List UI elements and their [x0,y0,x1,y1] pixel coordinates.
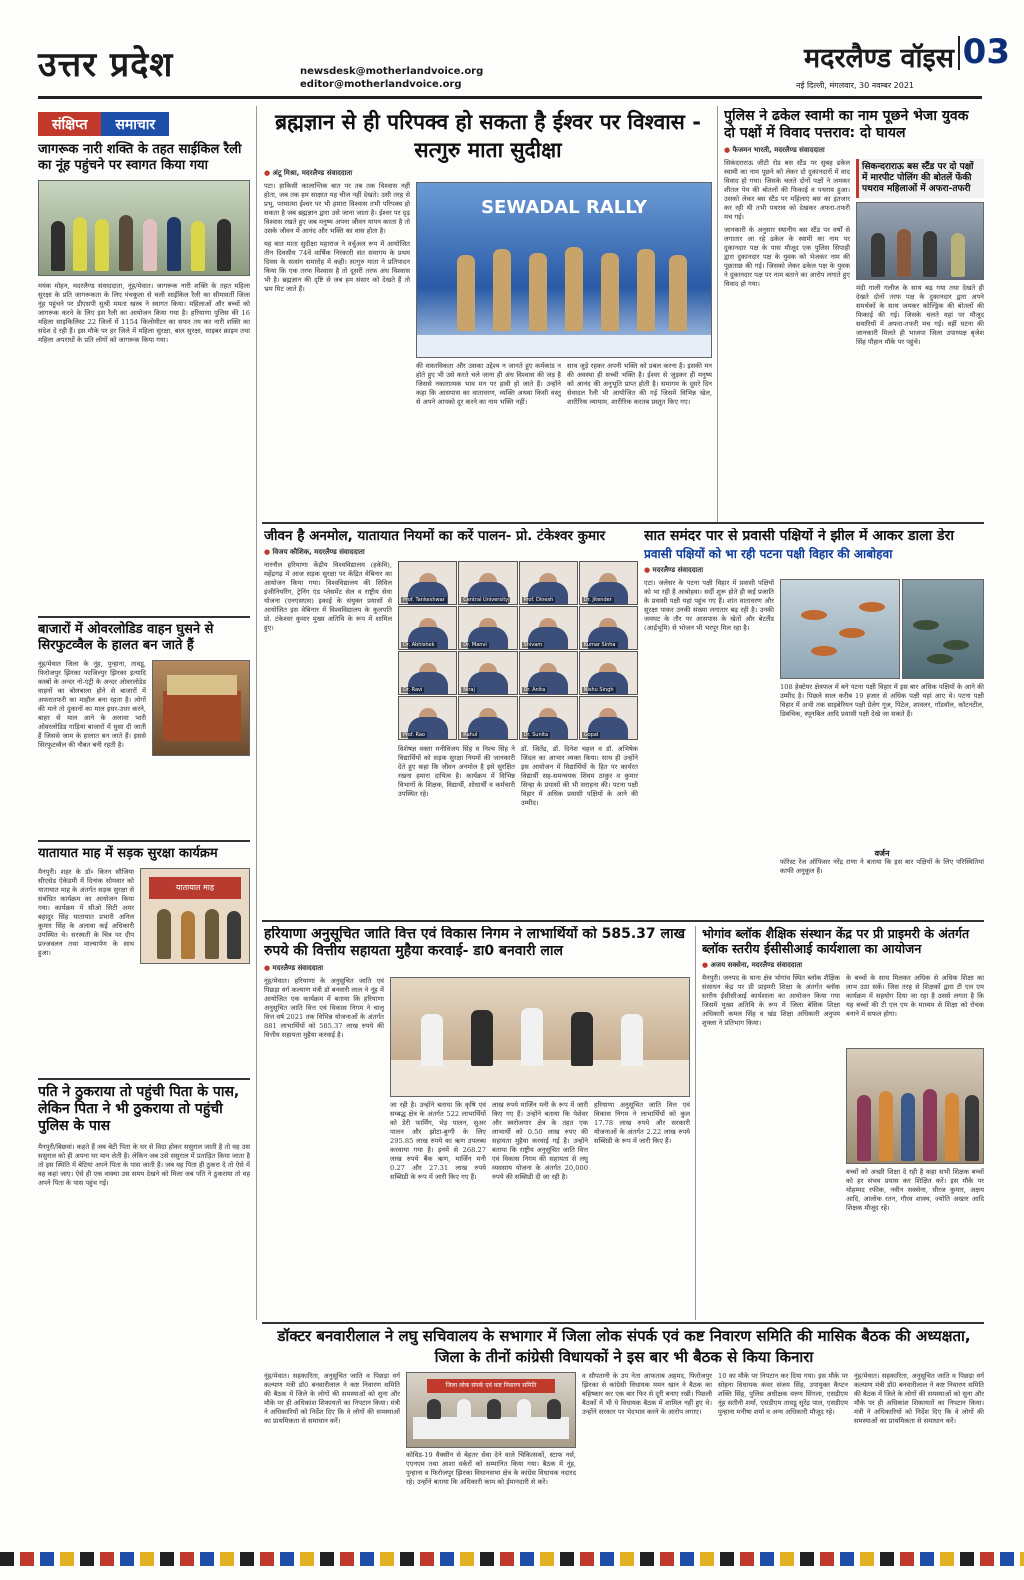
lead-body-3: की वास्तविकता और उसका उद्देश्य न जानते हुए कर्मकांड न होते हुए भी उसे करते चले जाना ही अंध विश्वास की जड़ है जिससे नकारात्मक भाव मन पर हावी हो जाते हैं। उन्होंने कहा कि आसपास का वातावरण, व्यक्ति अथवा किसी वस्तु से अपने आपको दूर करने का नाम भक्ति नहीं। [416,361,561,406]
sewadal-rally-photo [416,182,712,358]
webinar-participant-tile [398,651,457,695]
banwari-block [264,1326,984,1548]
committee-meeting-photo [406,1372,576,1448]
lead-body-2-text: यह बात माता सुदीक्षा महाराज ने वर्चुअल रूप में आयोजित तीन दिवसीय 74वें वार्षिक निरंकारी संत समागम के प्रथम दिवस के सत्संग समारोह में कही। सत्गुरु माता ने प्रतिपादन किया कि एक तरफ विश्वास है तो दूसरी तरफ अंध विश्वास भी है। ब्रह्मज्ञान की दृष्टि से जब हम संसार को देखते हैं तो भ्रम मिट जाते हैं। [264,239,410,293]
participant-name: Niraj [463,687,475,694]
police-byline-text: फैजमन भारती, मदरलैण्ड संवाददाता [732,146,825,155]
police-block [724,108,984,522]
police-subhead: सिकन्दराराऊ बस स्टैंड पर दो पक्षों में मारपीट पोलिंग की बोतलें फेंकी पथराव महिलाओं में अफरा-तफरी [856,159,984,198]
traffic-headline: यातायात माह में सड़क सुरक्षा कार्यक्रम [38,846,218,861]
participant-name: Dr. Manvi [463,642,487,649]
bhogaon-byline: ● अजय सक्सेना, मदरलैण्ड संवाददाता [702,960,803,969]
bus-stand-photo [856,202,984,280]
webinar-participant-tile [398,696,457,740]
vehicle-headline: बाजारों में ओवरलोडिड वाहन घुसने से सिरफुटव्वैल के हालत बन जाते हैं [38,622,214,653]
birds-block [644,528,984,918]
haryana-byline-text: मदरलैण्ड संवाददाता [272,964,324,973]
brief-block [38,112,250,612]
participant-name: Prof. Dinesh [523,597,554,604]
section-rule [262,522,984,524]
birds-body-1: एटा। जलेसर के पटना पक्षी विहार में प्रवासी पक्षियों को भा रही है आबोहवा। सर्दी शुरू होते ही कई प्रजाति के प्रवासी पक्षी यहां पहुंच गए हैं। शांत वातावरण और सुरक्षा पाकर उनकी संख्या लगातार बढ़ रही है। उनकी जमघट के तौर पर आसपास के खेतों और बेटलैंड (आर्द्रभूमि) से भोजन भी भरपूर मिल रहा है। [644,578,774,632]
police-byline: ● फैजमन भारती, मदरलैण्ड संवाददाता [724,146,825,155]
banwari-headline: डॉक्टर बनवारीलाल ने लघु सचिवालय के सभागार में जिला लोक संपर्क एवं कष्ट निवारण समिति की मासिक बैठक की अध्यक्षता, जिला के तीनों कांग्रेसी विधायकों ने इस बार भी बैठक से किया किनारा [277,1327,971,1366]
column-rule [256,106,257,1320]
participant-name: Dr. Abhishek [403,642,435,649]
bhogaon-body-3: बच्चों को अच्छी शिक्षा दे रही है कहा सभी शिक्षक बच्चों को हर संभव प्रयास कर शिक्षित करें। इस मौके पर मोहम्मद रफीक, नवीन सक्सेना, धीरज कुमार, अक्षय आदि, आलोक रतन, गौरव शाक्य, ज्योति अख्तर आदि शिक्षक मौजूद रहे। [846,1167,984,1212]
lead-byline: ● अंटू मिश्रा, मदरलैण्ड संवाददाता [264,168,353,177]
bhogaon-block [702,926,984,1320]
email-editor[interactable]: editor@motherlandvoice.org [300,79,462,90]
webinar-participant-tile [519,651,578,695]
police-body-1-text: सिकंदराराऊ जीटी रोड बस स्टैंड पर सुबह ढकेल स्वामी का नाम पूछने को लेकर दो दुकानदारों में वाद विवाद हो गया। जिसके चलते दोनों पक्षों ने जमकर शीतल पेय की बोतलों की फिकाई व पथराव हुआ। उसको लेकर बस स्टैंड पर महिलाएं बस का इंतजार कर रही थी तभी पथराव को देखकर अफरा-तफरी मच गई। [724,159,850,222]
vehicle-block [38,612,250,834]
column-rule [695,926,696,1320]
masthead-divider [958,36,960,70]
birds-note-label: वर्जन [874,848,890,858]
jeevan-block [264,528,638,918]
webinar-participant-tile [579,651,638,695]
birds-body-2: 108 हेक्टेयर क्षेत्रफल में बने पटना पक्षी विहार में इस बार अधिक पक्षियों के आने की उम्मीद है। पिछले साल करीब 19 हजार से अधिक पक्षी यहां आए थे। पटना पक्षी विहार में अभी तक साइबेरियन पक्षी ग्रेलेग गूज, पिंटेल, शावलर, गॉडवॉल, कॉटनटील, डिबचिक, स्पूनबिल आदि प्रवासी पक्षी देखे जा सकते हैं। [780,682,984,718]
traffic-event-photo [140,868,250,964]
banwari-body-4: 10 का मौके पर निपटान कर दिया गया। इस मौके पर सोहना विधायक कंवर संजय सिंह, उपायुक्त कैप्टन शक्ति सिंह, पुलिस अधीक्षक वरुण सिंगला, एसडीएम नूंह सतीनी शर्मा, एसडीएम तावडू सुरेंद्र पाल, एसडीएम पुन्हाना मनीषा शर्मा व अन्य अधिकारी मौजूद रहे। [718,1372,848,1416]
bhogaon-byline-text: अजय सक्सेना, मदरलैण्ड संवाददाता [710,960,803,969]
brief-headline: जागरूक नारी शक्ति के तहत साईकिल रैली का नूंह पहुंचने पर स्वागत किया गया [38,142,242,173]
traffic-banner: यातायात माह [149,877,241,899]
brief-body: मयंक मोहन, मदरलैण्ड संवाददाता, नूंह/मेवात। जागरूक नारी शक्ति के तहत महिला सुरक्षा के प्रति जागरूकता के लिए पंचकूला से चली साईकिल रैली का सीमावर्ती जिला नूंह पहुंचने पर डीएसपी सुश्री ममता खरब ने स्वागत किया। महिलाओं और बच्चों को जागरूक करने के लिए इस रैली का आयोजन किया गया है। हरियाणा पुलिस की 16 महिला साइकिलिस्ट 22 जिलों में 1154 किलोमीटर का सफर तय कर नारी शक्ति का संदेश दे रही हैं। इस मौके पर हर जिले में महिला सुरक्षा, बाल सुरक्षा, साइबर क्राइम तथा महिला अपराधों के प्रति लोगों को जागरूक किया गया। [38,281,250,344]
webinar-participant-tile [398,561,457,605]
jeevan-body-2: विशेषज्ञ वक्ता मनीविजय सिंह व निश्च सिंह ने विद्यार्थियों को सड़क सुरक्षा नियमों की जानकारी देते हुए कहा कि जीवन अनमोल है इसे सुरक्षित रखना हमारा दायित्व है। कार्यक्रम में विभिन्न विभागों के शिक्षक, विद्यार्थी, शोधार्थी व कर्मचारी उपस्थित रहे। [398,745,515,799]
workshop-photo [846,1048,984,1164]
haryana-block [264,926,690,1320]
jeevan-body-3: डॉ. जितेंद्र, डॉ. दिनेश चहल व डॉ. अभिषेक जिंदल का आभार व्यक्त किया। साथ ही उन्होंने इस आयोजन में विद्यार्थियों के हित पर कार्यरत विद्यार्थी सह-समन्वयक शिवम ठाकुर व कुमार सिन्हा के प्रयासों की भी सराहना की। पटना पक्षी विहार में अधिक प्रवासी पक्षियों के आने की उम्मीद। [521,745,638,808]
webinar-participant-tile [458,696,517,740]
police-headline: पुलिस ने ढकेल स्वामी का नाम पूछने भेजा युवक दो पक्षों में विवाद पत्तराव: दो घायल [724,108,969,142]
father-block [38,1074,250,1544]
haryana-headline: हरियाणा अनुसूचित जाति वित्त एवं विकास निगम ने लाभार्थियों को 585.37 लाख रुपये की वित्तीय सहायता मुहैया करवाई- डा0 बनवारी लाल [264,926,686,960]
webinar-participant-tile [458,606,517,650]
birds-photo-1 [780,579,900,679]
father-body: मैनपुरी/बिछवां। कहते हैं जब बेटी पिता के घर से विदा होकर ससुराल जाती है तो वह उस ससुराल को ही अपना घर मान लेती है। लेकिन जब उसे ससुराल में प्रताड़ित किया जाता है तो इस स्थिति में बेटियां अपने पिता के पास जाती हैं। जब वह पिता ही ठुकरा दे तो ऐसे में वह कहां जाए। ऐसे ही एक वाक्या उस समय देखने को मिला जब पति ने ठुकराया तो वह अपने पिता के पास पहुंच गई। [38,1143,250,1188]
cycle-rally-photo [38,180,250,276]
police-body-3: मंदी गाली गलौज के साथ बढ़ गया तथा देखते ही देखते दोनों तरफ पक्ष के दुकानदार द्वारा अपने समर्थकों के साथ जमकर कोल्ड्रिंक की बोतलों की फिकाई की गई। जिसके चलते वहां पर मौजूद सवारियों में अफरा-तफरी मच गई। वहीं घटना की जानकारी मिलते ही भाजपा जिला उपाध्यक्ष बृजेश सिंह पौहान मौके पर पहुंचे। [856,284,984,347]
haryana-body-3: लाख रुपये मार्जिन मनी के रूप में जारी किए गए हैं। उन्होंने बताया कि पेशेवर और स्वरोजगार क्षेत्र के तहत एक लाभार्थी को 0.50 लाख रुपए की सहायता मुहैया करवाई गई है। उन्होंने बताया कि राष्ट्रीय अनुसूचित जाति वित्त एवं विकास निगम की सहायता से लघु व्यवसाय योजना के अंतर्गत 20,000 रुपये की सब्सिडी दी जा रही है। [492,1101,588,1182]
badge-sankshipt: संक्षिप्त [38,112,101,136]
overloaded-truck-photo [152,660,250,756]
webinar-participant-tile [519,696,578,740]
birds-note: फॉरेस्ट रेंज ऑफिसर नरेंद्र राणा ने बताया कि इस बार पक्षियों के लिए परिस्थितियां काफी अनुकूल हैं। [780,858,984,876]
lead-body-4: साथ जुड़े रहकर अपनी भक्ति को प्रबल करना है। इसकी मन की अवस्था ही सच्ची भक्ति है। ईश्वर से जुड़कर ही मनुष्य को आनंद की अनुभूति प्राप्त होती है। समागम के दूसरे दिन सेवादल रैली भी आयोजित की गई जिसमें विभिन्न खेल, शारीरिक व्यायाम, शारीरिक करतब प्रस्तुत किए गए। [567,361,712,406]
bhogaon-headline: भोगांव ब्लॉक शैक्षिक संस्थान केंद्र पर प्री प्राइमरी के अंतर्गत ब्लॉक स्तरीय ईसीसीआई कार्यशाला का आयोजन [702,926,970,957]
birds-subhead: प्रवासी पक्षियों को भा रही पटना पक्षी विहार की आबोहवा [644,547,893,562]
banwari-body-1: नूंह/मेवात। सहकारिता, अनुसूचित जाति व पिछड़ा वर्ग कल्याण मंत्री डॉ0 बनवारीलाल ने कष्ट निवारण समिति की बैठक में जिले के लोगों की समस्याओं को सुना और मौके पर ही अधिकांश शिकायतों का निपटान किया। मंत्री ने अधिकारियों को निर्देश दिए कि वे लोगों की समस्याओं का प्राथमिकता से समाधान करें। [264,1372,400,1425]
haryana-byline: ● मदरलैण्ड संवाददाता [264,964,324,973]
traffic-body: मैनपुरी। शहर के डॉ० किरन सौजिया सीएसेड ऐकेडमी में दिनांक सोमवार को यातायात माह के अंतर्गत सड़क सुरक्षा से संबंधित कार्यक्रम का आयोजन किया गया। कार्यक्रम में सीओ सिटी अमर बहादुर सिंह यातायात प्रभारी अनिल कुमार सिंह के अलावा कई अधिकारी उपस्थित थे। सरस्वती के चित्र पर दीप प्रज्जवलन तथा माल्यार्पण के साथ हुआ। [38,867,134,957]
participant-name: Kumar Sinha [583,642,616,649]
webinar-participant-tile [519,561,578,605]
haryana-body-4: हरियाणा अनुसूचित जाति वित्त एवं विकास निगम ने लाभार्थियों को कुल 17.78 लाख रुपये और सरकारी योजनाओं के अंतर्गत 2.22 लाख रुपये सब्सिडी के रूप में जारी किए हैं। [594,1101,690,1146]
participant-name: Shivam [523,642,543,649]
lead-body-1 [264,182,410,512]
badge-samachar: समाचार [101,112,169,136]
participant-name: Dr. Ravi [403,687,423,694]
section-title: उत्तर प्रदेश [38,45,174,85]
birds-headline: सात समंदर पार से प्रवासी पक्षियों ने झील में आकर डाला डेरा [644,528,954,544]
birds-byline: ● मदरलैण्ड संवाददाता [644,565,704,574]
page-number: 03 [962,32,1010,72]
participant-name: Dr. Jitender [583,597,612,604]
bhogaon-body-2: के बच्चों के साथ मिलकर अधिक से अधिक शिक्षा का लाभ उठा सकें। जिस तरह से शिक्षकों द्वारा टी एल एम कार्यक्रम में सहयोग दिया जा रहा है उससे लगता है कि यह बच्चों की टी एल एम के माध्यम से शिक्षा को रोचक बनाने में सफल होगा। [846,973,984,1018]
participant-name: Prof. Rao [403,732,425,739]
masthead: मदरलैण्ड वॉइस [803,43,954,74]
brief-badge [38,112,250,136]
webinar-participant-tile [458,561,517,605]
participant-name: Prof. Tankeshwar [403,597,445,604]
committee-banner: जिला लोक संपर्क एवं कष्ट निवारण समिति [427,1379,555,1393]
participant-name: Gopal [583,732,599,739]
participant-name: Dr. Sunita [523,732,549,739]
haryana-body-2: जा रही है। उन्होंने बताया कि कृषि एवं सम्बद्ध क्षेत्र के अंतर्गत 522 लाभार्थियों को डेरी फार्मिंग, भेड़ पालन, सुअर पालन और झोटा-बुग्गी के लिए 295.85 लाख रुपये का ऋण उपलब्ध करवाया गया है। इनमें से 268.27 लाख रुपये बैंक ऋण, मार्जिन मनी 0.27 और 27.31 लाख रुपये सब्सिडी के रूप में जारी किए गए हैं। [390,1101,486,1182]
participant-name: Nishu Singh [583,687,614,694]
birds-byline-text: मदरलैण्ड संवाददाता [652,565,704,574]
participant-name: Rahul [463,732,478,739]
banwari-body-2-left: कोविड-19 वैक्सीन से बेहतर सेवा देने वाले चिकित्सकों, स्टाफ नर्स, एएनएम तथा आशा वर्करों को सम्मानित किया गया। बैठक में नूंह, पुन्हाना व फिरोजपुर झिरका विधानसभा क्षेत्र के कांग्रेस विधायक नदारद रहे। उन्होंने बताया कि अधिकारी काम को ईमानदारी से करें। [406,1451,576,1486]
jeevan-headline: जीवन है अनमोल, यातायात नियमों का करें पालन- प्रो. टंकेश्वर कुमार [264,528,606,544]
header-rule [38,96,982,99]
jeevan-byline-text: विजय कौशिक, मदरलैण्ड संवाददाता [272,548,365,557]
webinar-participant-tile [579,606,638,650]
participant-name: Central University [463,597,509,604]
banwari-body-3: व सौपतानी के उप नेता आफताब अहमद, फिरोजपुर झिरका से कांग्रेसी विधायक ममन खान ने बैठक का बहिष्कार कर एक बार फिर से दूरी बनाए रखी। पिछली बैठकों में भी ये विधायक बैठक में शामिल नहीं हुए थे। उन्होंने सरकार पर भेदभाव करने के आरोप लगाए। [582,1372,712,1416]
lead-body-1-text: पटा। हाकिसी कालान्तिक बात पर तब तक विश्वास नहीं होता, जब तक हम साक्षात यह चीज नहीं देखते। उसी तरह से प्रभु, परमात्मा ईश्वर पर भी हमारा विश्वास तभी परिपक्व हो सकता है जब ब्रह्मज्ञान द्वारा उसे जाना जाता है। ईश्वर पर दृढ़ विश्वास रखते हुए जब मनुष्य अपना जीवन यापन करता है तो उसके जीवन में आनंद और भक्ति का वास होता है। [264,181,410,235]
webinar-participant-tile [519,606,578,650]
rally-title: SEWADAL RALLY [481,196,647,218]
jeevan-body-1: नारनौल हरियाणा केंद्रीय विश्वविद्यालय (हकेवि), महेंद्रगढ़ में आज सड़क सुरक्षा पर केंद्रित वेबिनार का आयोजन किया गया। विश्वविद्यालय की सिविल इंजीनियरिंग, ट्रेनिंग एंड प्लेसमेंट सेल व राष्ट्रीय सेवा योजना (एनएसएस) इकाई के संयुक्त प्रयासों से आयोजित इस वेबिनार में विश्वविद्यालय के कुलपति प्रो. टंकेश्वर कुमार मुख्य अतिथि के रूप में शामिल हुए। [264,561,392,633]
webinar-participant-tile [458,651,517,695]
jeevan-byline: ● विजय कौशिक, मदरलैण्ड संवाददाता [264,548,365,557]
haryana-body-1: नूंह/मेवात। हरियाणा के अनुसूचित जाति एवं पिछड़ा वर्ग कल्याण मंत्री डॉ बनवारी लाल ने नूंह में आयोजित एक कार्यक्रम में बताया कि हरियाणा अनुसूचित जाति वित्त एवं विकास निगम ने चालू वित्त वर्ष 2021 तक विभिन्न योजनाओं के अंतर्गत 881 लाभार्थियों को 585.37 लाख रुपये की वित्तीय सहायता मुहैया करवाई है। [264,977,384,1040]
print-registration-bar [0,1552,1024,1566]
section-rule [262,920,984,922]
section-rule [262,1322,984,1324]
police-body-1 [724,159,850,499]
traffic-block [38,836,250,1072]
lead-headline: ब्रह्मज्ञान से ही परिपक्व हो सकता है ईश्वर पर विश्वास - सत्गुरु माता सुदीक्षा [275,110,701,163]
webinar-participant-tile [579,696,638,740]
minister-meeting-photo [390,977,690,1097]
bhogaon-body-1: मैनपुरी। जनपद के थाना क्षेत्र भोगांव स्थित ब्लॉक शैक्षिक संसाधन केंद्र पर प्री प्राइमरी शिक्षा के अंतर्गत ब्लॉक स्तरीय ईसीसीआई कार्यशाला का आयोजन किया गया जिसमें मुख्य अतिथि के रूप में जिला बेसिक शिक्षा अधिकारी कमल सिंह व खंड शिक्षा अधिकारी अनुपम शुक्ला ने प्रतिभाग किया। [702,973,840,1027]
police-body-2-text: जानकारी के अनुसार स्थानीय बस स्टैंड पर वर्षों से लगातार आ रहे ढकेल के स्वामी का नाम पर दुकानदार पक्ष के पास मौजूद एक पुलिस सिपाही द्वारा दुकानदार पक्ष के युवक को भेजकर नाम की पूछताछ की गई। जिसको लेकर ढकेल पक्ष के युवक ने दुकानदार पक्ष पर नाम बताने का आरोप लगाते हुए विवाद हो गया। [724,226,850,289]
lead-block [264,108,712,520]
contact-emails [300,65,483,91]
lead-byline-text: अंटू मिश्रा, मदरलैण्ड संवाददाता [272,168,353,177]
webinar-grid [398,561,638,741]
banwari-body-5: नूंह/मेवात। सहकारिता, अनुसूचित जाति व पिछड़ा वर्ग कल्याण मंत्री डॉ0 बनवारीलाल ने कष्ट निवारण समिति की बैठक में जिले के लोगों की समस्याओं को सुना और मौके पर ही अधिकांश शिकायतों का निपटान किया। मंत्री ने अधिकारियों को निर्देश दिए कि वे लोगों की समस्याओं का प्राथमिकता से समाधान करें। [854,1372,984,1425]
webinar-participant-tile [398,606,457,650]
father-headline: पति ने ठुकराया तो पहुंची पिता के पास, लेकिन पिता ने भी ठुकराया तो पहुंची पुलिस के पास [38,1084,240,1135]
participant-name: Dr. Anita [523,687,546,694]
issue-date: नई दिल्ली, मंगलवार, 30 नवम्बर 2021 [796,81,914,90]
email-newsdesk[interactable]: newsdesk@motherlandvoice.org [300,66,484,77]
birds-photo-2 [902,579,984,679]
vehicle-body: नूंह/मेवात जिला के नूंह, पुन्हाना, तावडू, फिरोजपुर झिरका फाजिल्पुर झिरका इत्यादि कस्बों के अन्दर नो-एंट्री के अन्दर ओवरलोडेड वाहनों का बोलबाला होने से बाजारों में अफरातफरी का माहौल बना रहता है। लोगों की माने तो दुकानों का माल इधर-उधर करने, बाहर से माल आने के अलावा भारी ओवरलोडिड गाड़ियां बाजारों में घुसा दी जाती हैं जिससे जाम के हालात बन जाते हैं। इससे सिरफुटव्वैल की नौबत बनी रहती है। [38,659,146,749]
column-rule [717,106,718,522]
webinar-participant-tile [579,561,638,605]
